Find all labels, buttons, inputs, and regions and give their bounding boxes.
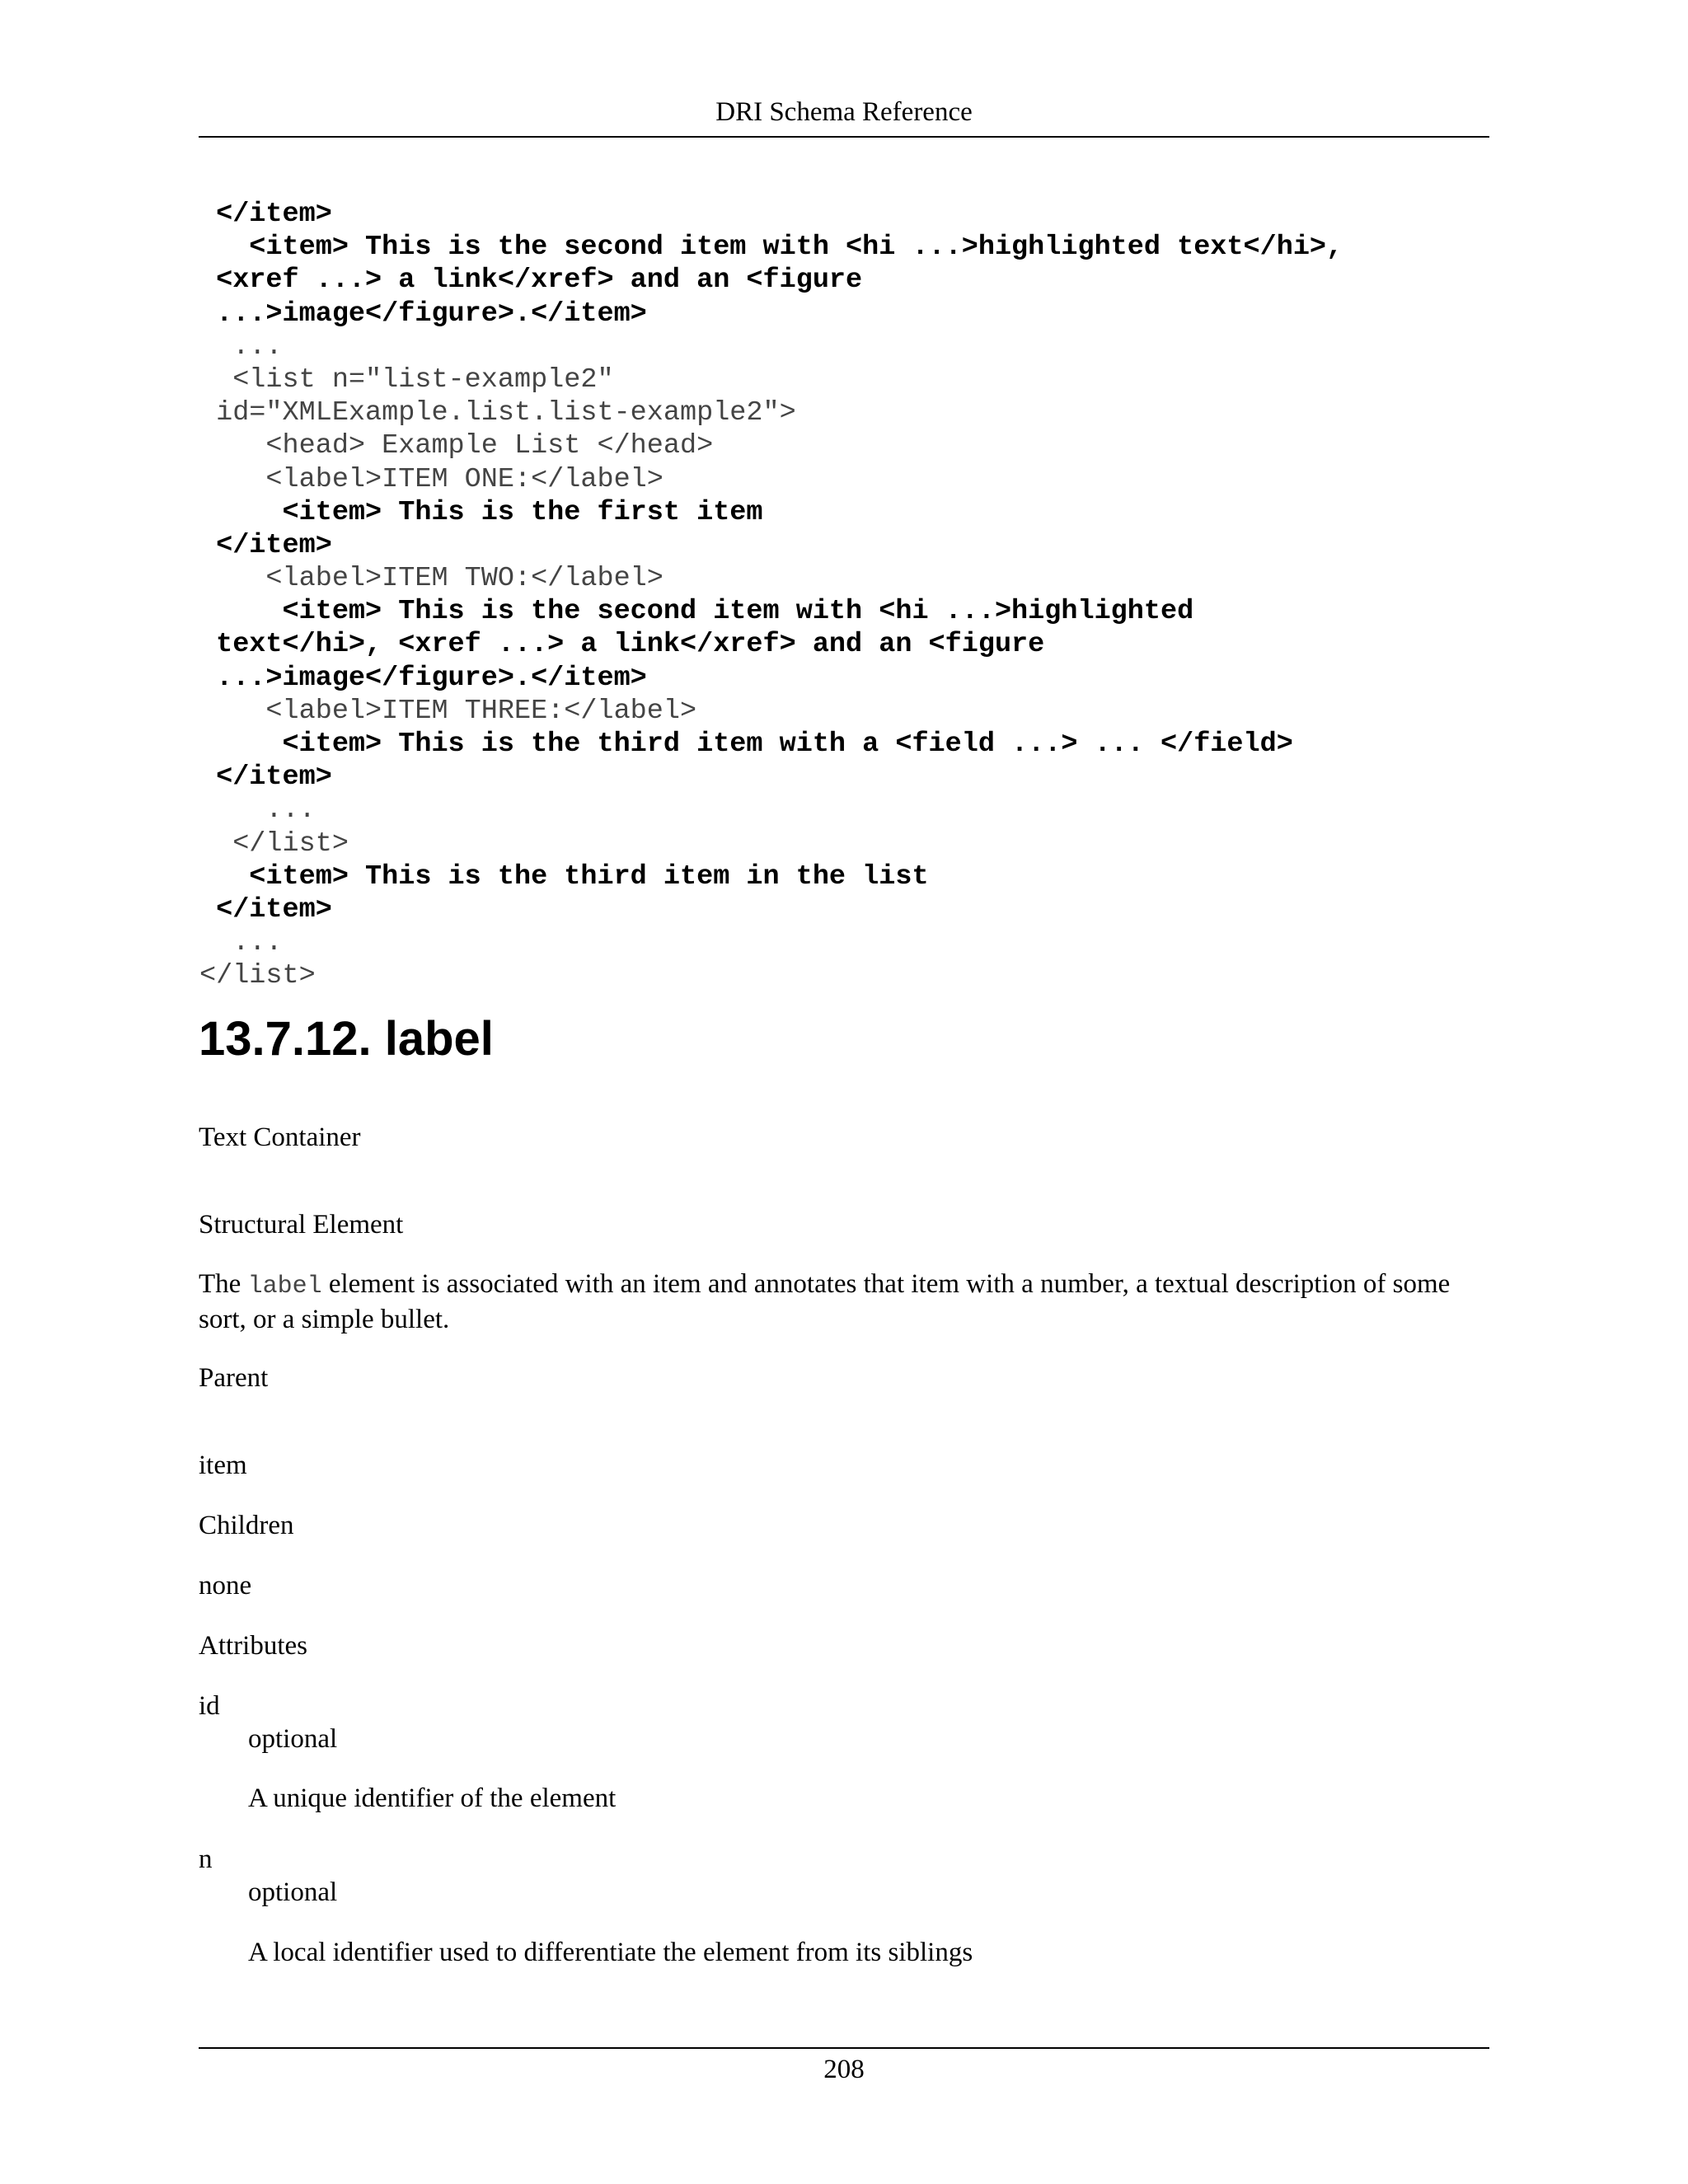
- element-description: [199, 1268, 1489, 1336]
- attribute-description: A local identifier used to differentiate the element from its siblings: [248, 1938, 973, 1967]
- code-line: ...>image</figure>.</item>: [199, 662, 647, 694]
- attributes-label: Attributes: [199, 1631, 307, 1661]
- code-line: <item> This is the second item with <hi ...>highlighted text</hi>,: [199, 232, 1343, 264]
- code-line: ...: [199, 330, 283, 363]
- code-line: </item>: [199, 529, 332, 561]
- code-line: id="XMLExample.list.list-example2">: [199, 397, 796, 429]
- parent-value: item: [199, 1451, 247, 1480]
- header-rule: [199, 136, 1489, 138]
- parent-label: Parent: [199, 1363, 269, 1393]
- code-line: </item>: [199, 893, 332, 926]
- code-line: </list>: [199, 960, 316, 992]
- description-text-after: element is associated with an item and annotates that item with a number, a textual description of some sort, or a simple bullet.: [199, 1269, 1451, 1334]
- description-text-before: The: [199, 1269, 248, 1299]
- element-type: Structural Element: [199, 1210, 404, 1240]
- code-line: <item> This is the third item in the list: [199, 860, 929, 893]
- attribute-status: optional: [248, 1877, 338, 1907]
- attribute-name: n: [199, 1844, 213, 1874]
- code-line: </item>: [199, 199, 332, 230]
- section-heading: 13.7.12. label: [199, 1012, 494, 1066]
- page-number: 208: [823, 2055, 865, 2084]
- code-line: <item> This is the first item: [199, 496, 763, 528]
- code-line: <item> This is the third item with a <field ...> ... </field>: [199, 729, 1293, 760]
- attribute-name: id: [199, 1691, 220, 1721]
- children-label: Children: [199, 1511, 294, 1540]
- attribute-status: optional: [248, 1724, 338, 1754]
- footer-rule: [199, 2047, 1489, 2049]
- description-inline-code: label: [247, 1272, 322, 1301]
- code-line: <label>ITEM ONE:</label>: [199, 463, 663, 495]
- xml-code-example: [199, 198, 1343, 993]
- code-line: <label>ITEM TWO:</label>: [199, 563, 663, 595]
- code-line: <list n="list-example2": [199, 363, 614, 396]
- code-line: <label>ITEM THREE:</label>: [199, 695, 697, 727]
- code-line: ...: [199, 794, 316, 827]
- code-line: <xref ...> a link</xref> and an <figure: [199, 265, 863, 297]
- code-line: </list>: [199, 827, 349, 860]
- code-line: ...: [199, 927, 283, 959]
- running-header-title: DRI Schema Reference: [715, 97, 973, 127]
- code-line: text</hi>, <xref ...> a link</xref> and an <figure: [199, 629, 1045, 661]
- code-line: </item>: [199, 762, 332, 794]
- children-value: none: [199, 1571, 252, 1601]
- code-line: <item> This is the second item with <hi ...>highlighted: [199, 596, 1194, 628]
- code-line: <head> Example List </head>: [199, 430, 714, 462]
- code-line: ...>image</figure>.</item>: [199, 298, 647, 330]
- element-category: Text Container: [199, 1122, 361, 1152]
- attribute-description: A unique identifier of the element: [248, 1783, 617, 1813]
